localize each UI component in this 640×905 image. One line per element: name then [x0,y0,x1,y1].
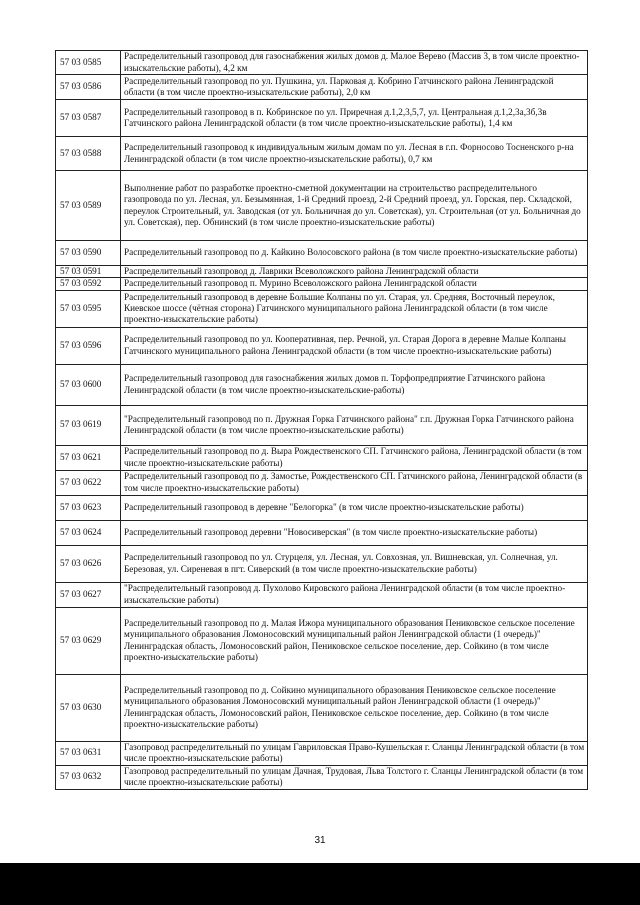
table-row [56,171,588,241]
object-code: 57 03 0619 [56,405,121,445]
table-row [56,582,588,607]
object-code: 57 03 0627 [56,582,121,607]
table-row [56,241,588,266]
object-code: 57 03 0595 [56,290,121,327]
table-row [56,470,588,495]
object-code: 57 03 0631 [56,741,121,765]
object-description: Распределительный газопровод для газоснабжения жилых домов д. Малое Верево (Массив 3, в том числе проектно-изыскательские работы), 4,2 км [121,51,588,75]
object-description: Газопровод распределительный по улицам Дачная, Трудовая, Льва Толстого г. Сланцы Ленинградской области (в том числе проектно-изыскательские работы) [121,765,588,789]
table-row [56,51,588,75]
object-description: Распределительный газопровод в п. Кобринское по ул. Приречная д.1,2,3,5,7, ул. Центральная д.1,2,3а,3б,3в Гатчинского района Ленинградской области (в том числе проектно-изыскательские работы), 1,4 км [121,100,588,137]
table-row [56,266,588,278]
object-code: 57 03 0626 [56,545,121,582]
table-row [56,290,588,327]
object-code: 57 03 0600 [56,364,121,405]
table-row [56,495,588,520]
object-code: 57 03 0589 [56,171,121,241]
object-description: Распределительный газопровод в деревне Большие Колпаны по ул. Старая, ул. Средняя, Восточный переулок, Киевское шоссе (чётная сторона) Гатчинского муниципального района Ленинградской области (в том числе проектно-изыскательские работы) [121,290,588,327]
object-description: "Распределительный газопровод по п. Дружная Горка Гатчинского района" г.п. Дружная Горка Гатчинского района Ленинградской области (в том числе проектно-изыскательские работы) [121,405,588,445]
object-description: Распределительный газопровод по ул. Пушкина, ул. Парковая д. Кобрино Гатчинского района Ленинградской области (в том числе проектно-изыскательские работы), 2,0 км [121,75,588,100]
object-description: Распределительный газопровод по д. Кайкино Волосовского района (в том числе проектно-изыскательские работы) [121,241,588,266]
table-row [56,137,588,171]
scan-bottom-bar [0,863,640,905]
object-description: Распределительный газопровод по ул. Кооперативная, пер. Речной, ул. Старая Дорога в деревне Малые Колпаны Гатчинского муниципального района Ленинградской области (в том числе проектно-изыскательские работы) [121,327,588,364]
object-code: 57 03 0621 [56,445,121,470]
object-code: 57 03 0629 [56,607,121,674]
table-row [56,674,588,741]
object-description: Распределительный газопровод д. Лаврики Всеволожского района Ленинградской области [121,266,588,278]
table-row [56,520,588,545]
object-description: Распределительный газопровод для газоснабжения жилых домов п. Торфопредприятие Гатчинского района Ленинградской области (в том числе проектно-изыскательские-работы) [121,364,588,405]
table-row [56,75,588,100]
object-code: 57 03 0587 [56,100,121,137]
table-row [56,765,588,789]
object-code: 57 03 0590 [56,241,121,266]
object-code: 57 03 0624 [56,520,121,545]
object-code: 57 03 0592 [56,278,121,290]
object-description: Распределительный газопровод по д. Малая Ижора муниципального образования Пениковское сельское поселение муниципального образования Ломоносовский муниципальный район Ленинградской области (1 очередь)" Ленинградская область, Ломоносовский район, Пениковское сельское поселение, дер. Сойкино (в том числе проектно-изыскательские работы) [121,607,588,674]
table-row [56,445,588,470]
object-description: Распределительный газопровод деревни "Новосиверская" (в том числе проектно-изыскательские работы) [121,520,588,545]
table-row [56,607,588,674]
table-row [56,364,588,405]
object-description: Выполнение работ по разработке проектно-сметной документации на строительство распределительного газопровода по ул. Лесная, ул. Безымянная, 1-й Средний проезд, 2-й Средний проезд, ул. Горская, пер. Складской, переулок Строительный, ул. Заводская (от ул. Больничная до ул. Советская), ул. Строительная (от ул. Больничная до ул. Советская), пер. Обнинский (в том числе проектно-изыскательские работы) [121,171,588,241]
object-description: Распределительный газопровод к индивидуальным жилым домам по ул. Лесная в г.п. Форносово Тосненского р-на Ленинградской области (в том числе проектно-изыскательские работы), 0,7 км [121,137,588,171]
table-row [56,327,588,364]
object-code: 57 03 0623 [56,495,121,520]
object-description: Распределительный газопровод по ул. Стурцеля, ул. Лесная, ул. Совхозная, ул. Вишневская, ул. Солнечная, ул. Березовая, ул. Сиреневая в пгт. Сиверский (в том числе проектно-изыскательские работы) [121,545,588,582]
object-code: 57 03 0585 [56,51,121,75]
table-row [56,100,588,137]
object-code: 57 03 0630 [56,674,121,741]
table-row [56,405,588,445]
object-code: 57 03 0586 [56,75,121,100]
object-description: Распределительный газопровод в деревне "Белогорка" (в том числе проектно-изыскательские работы) [121,495,588,520]
object-code: 57 03 0632 [56,765,121,789]
table-row [56,545,588,582]
object-code: 57 03 0588 [56,137,121,171]
object-description: Распределительный газопровод по д. Сойкино муниципального образования Пениковское сельское поселение муниципального образования Ломоносовский муниципальный район Ленинградской области (1 очередь)" Ленинградская область, Ломоносовский район, Пениковское сельское поселение, дер. Сойкино (в том числе проектно-изыскательские работы) [121,674,588,741]
object-code: 57 03 0622 [56,470,121,495]
table-row [56,741,588,765]
object-description: Распределительный газопровод п. Мурино Всеволожского района Ленинградской области [121,278,588,290]
table-row [56,278,588,290]
object-description: Распределительный газопровод по д. Выра Рождественского СП. Гатчинского района, Ленинградской области (в том числе проектно-изыскательские работы) [121,445,588,470]
object-description: Газопровод распределительный по улицам Гавриловская Право-Кушельская г. Сланцы Ленинградской области (в том числе проектно-изыскательские работы) [121,741,588,765]
object-code: 57 03 0596 [56,327,121,364]
gas-pipeline-registry-table [55,50,588,790]
page-number: 31 [314,835,326,846]
object-code: 57 03 0591 [56,266,121,278]
object-description: Распределительный газопровод по д. Замостье, Рождественского СП. Гатчинского района, Ленинградской области (в том числе проектно-изыскательские работы) [121,470,588,495]
object-description: "Распределительный газопровод д. Пухолово Кировского района Ленинградской области (в том числе проектно-изыскательские работы) [121,582,588,607]
